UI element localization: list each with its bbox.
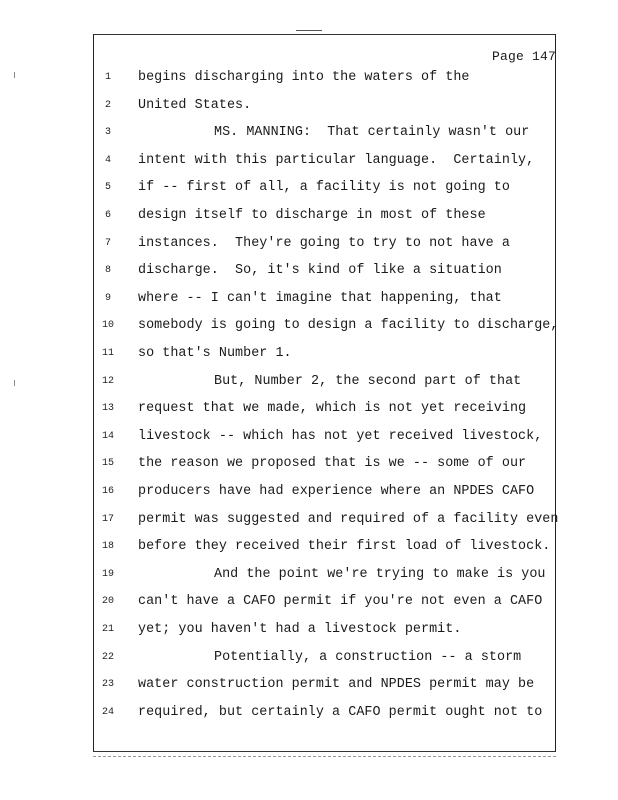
line-number: 13 — [101, 403, 114, 415]
line-number: 24 — [101, 706, 114, 718]
transcript-line — [0, 263, 618, 283]
line-text: design itself to discharge in most of these — [138, 208, 486, 223]
transcript-line — [0, 401, 618, 421]
line-text: MS. MANNING: That certainly wasn't our — [214, 125, 530, 141]
line-number: 9 — [104, 292, 111, 304]
transcript-line — [0, 125, 618, 145]
line-number: 16 — [101, 486, 114, 497]
line-text: water construction permit and NPDES permit may be — [138, 677, 535, 693]
transcript-line — [0, 70, 618, 90]
transcript-line — [0, 180, 618, 200]
line-number: 5 — [104, 182, 111, 194]
line-number: 3 — [104, 127, 111, 139]
line-number: 21 — [101, 624, 114, 635]
line-number: 20 — [101, 596, 114, 608]
line-text: Potentially, a construction -- a storm — [214, 649, 522, 665]
transcript-line — [0, 567, 618, 587]
transcript-line — [0, 318, 618, 338]
line-number: 12 — [101, 375, 114, 387]
transcript-line — [0, 512, 618, 532]
transcript-line — [0, 705, 618, 725]
line-text: And the point we're trying to make is you — [214, 566, 546, 582]
line-text: required, but certainly a CAFO permit ought not to — [138, 704, 543, 720]
line-text: permit was suggested and required of a facility even — [138, 511, 559, 527]
line-text: where -- I can't imagine that happening, that — [138, 290, 502, 306]
transcript-line — [0, 153, 618, 173]
transcript-line — [0, 291, 618, 311]
transcript-line — [0, 98, 618, 118]
transcript-line — [0, 208, 618, 228]
line-number: 6 — [104, 210, 111, 221]
line-number: 15 — [101, 458, 114, 470]
line-text: can't have a CAFO permit if you're not even a CAFO — [138, 594, 543, 610]
line-number: 11 — [101, 348, 114, 359]
transcript-line — [0, 650, 618, 670]
line-text: somebody is going to design a facility to discharge, — [138, 318, 559, 334]
line-text: intent with this particular language. Certainly, — [138, 152, 535, 168]
line-text: instances. They're going to try to not have a — [138, 235, 510, 251]
line-text: the reason we proposed that is we -- some of our — [138, 456, 527, 472]
transcript-line — [0, 456, 618, 476]
line-number: 4 — [104, 154, 111, 166]
line-text: livestock -- which has not yet received livestock, — [138, 428, 543, 444]
line-text: begins discharging into the waters of the — [138, 70, 470, 85]
transcript-line — [0, 346, 618, 366]
line-text: so that's Number 1. — [138, 346, 292, 361]
line-text: request that we made, which is not yet receiving — [138, 401, 527, 417]
line-text: discharge. So, it's kind of like a situation — [138, 263, 502, 279]
line-number: 1 — [104, 72, 111, 83]
line-number: 22 — [101, 651, 114, 663]
line-number: 19 — [101, 568, 114, 580]
line-number: 10 — [101, 320, 114, 332]
bottom-rule — [93, 756, 556, 757]
line-text: producers have had experience where an NPDES CAFO — [138, 484, 535, 499]
line-number: 7 — [104, 237, 111, 249]
line-number: 14 — [101, 430, 114, 442]
line-text: before they received their first load of livestock. — [138, 539, 551, 555]
line-number: 8 — [104, 265, 111, 277]
transcript-line — [0, 429, 618, 449]
transcript-line — [0, 236, 618, 256]
page-number: Page 147 — [492, 49, 557, 64]
transcript-line — [0, 374, 618, 394]
transcript-line — [0, 677, 618, 697]
line-number: 18 — [101, 541, 114, 553]
transcript-line — [0, 622, 618, 642]
line-text: if -- first of all, a facility is not going to — [138, 180, 510, 196]
transcript-line — [0, 484, 618, 504]
line-text: yet; you haven't had a livestock permit. — [138, 622, 462, 637]
transcript-line — [0, 539, 618, 559]
line-text: But, Number 2, the second part of that — [214, 373, 522, 389]
line-number: 2 — [104, 99, 111, 111]
line-text: United States. — [138, 97, 252, 113]
line-number: 17 — [101, 513, 114, 525]
line-number: 23 — [101, 679, 114, 691]
transcript-line — [0, 594, 618, 614]
